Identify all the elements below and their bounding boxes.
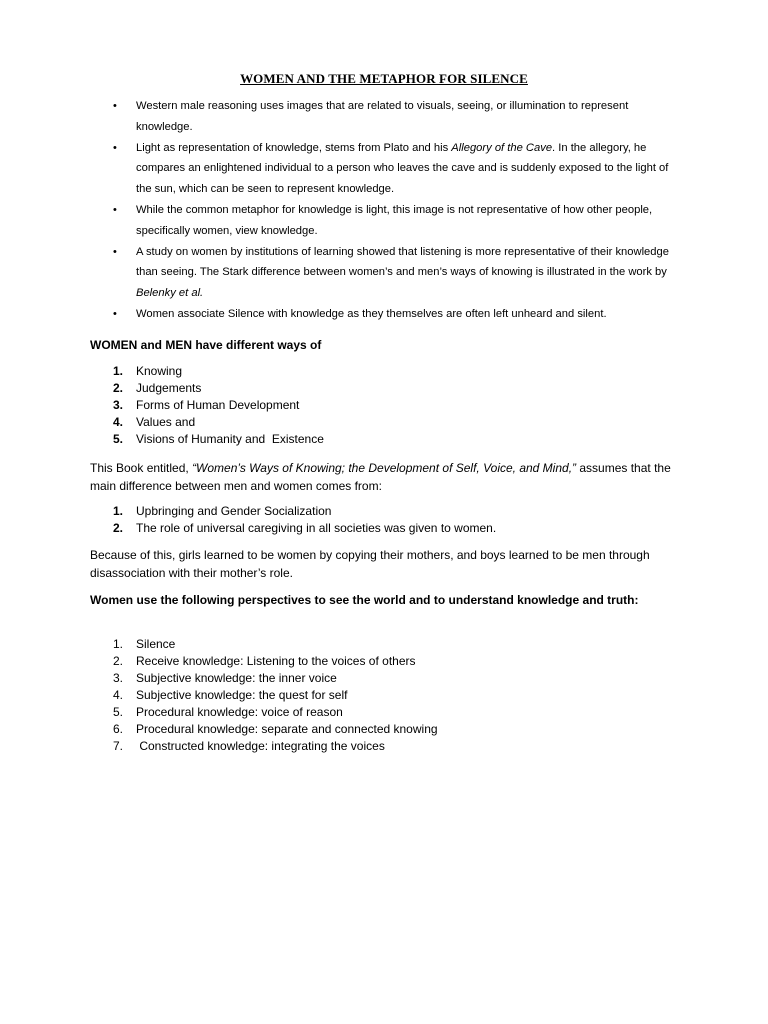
list-label: Upbringing and Gender Socialization [136, 504, 332, 518]
bullet-icon: • [113, 203, 117, 216]
list-label: Values and [136, 415, 196, 429]
bullet-icon: • [113, 141, 117, 154]
list-number: 1. [113, 364, 124, 378]
perspectives-list-item [0, 721, 768, 738]
heading-ways: WOMEN and MEN have different ways of [90, 338, 322, 352]
list-label: Subjective knowledge: the quest for self [136, 688, 348, 702]
ways-list-item [0, 397, 768, 414]
bullet-text: Light as representation of knowledge, stems from Plato and his [136, 141, 452, 154]
list-label: Constructed knowledge: integrating the voices [136, 739, 385, 753]
italic-reference: Belenky et al. [136, 286, 204, 299]
list-label: Knowing [136, 364, 183, 378]
list-number: 6. [113, 722, 124, 736]
list-number: 7. [113, 739, 124, 753]
bullet-text: While the common metaphor for knowledge is light, this image is not representative of how other people, specifically women, view knowledge. [136, 203, 653, 237]
bullet-item [0, 304, 768, 325]
ways-list-item [0, 431, 768, 448]
list-number: 4. [113, 688, 124, 702]
list-number: 2. [113, 654, 124, 668]
list-label: Visions of Humanity and Existence [136, 432, 324, 446]
list-label: Judgements [136, 381, 202, 395]
perspectives-list-item [0, 653, 768, 670]
heading-perspectives: Women use the following perspectives to see the world and to understand knowledge and truth: [90, 593, 639, 607]
perspectives-list-item [0, 738, 768, 755]
document-title: WOMEN AND THE METAPHOR FOR SILENCE [240, 71, 528, 86]
list-label: Procedural knowledge: voice of reason [136, 705, 343, 719]
italic-reference: Allegory of the Cave [451, 141, 553, 154]
book-paragraph-after: assumes that the main difference between men and women comes from: [90, 461, 671, 493]
perspectives-list [0, 636, 768, 755]
because-paragraph: Because of this, girls learned to be women by copying their mothers, and boys learned to be men through disassociation with their mother’s role. [90, 548, 650, 580]
list-label: The role of universal caregiving in all societies was given to women. [136, 521, 497, 535]
perspectives-list-item [0, 704, 768, 721]
causes-list-item [0, 503, 768, 520]
ways-list [0, 363, 768, 448]
causes-list-item [0, 520, 768, 537]
bullet-list [0, 96, 768, 325]
list-label: Receive knowledge: Listening to the voices of others [136, 654, 416, 668]
list-number: 1. [113, 504, 124, 518]
causes-list [0, 503, 768, 537]
bullet-text: . In the allegory, he compares an enlightened individual to a person who leaves the cave and is suddenly exposed to the light of the sun, which can be seen to represent knowledge. [136, 141, 669, 195]
book-paragraph-before: This Book entitled, [90, 461, 193, 475]
perspectives-list-item [0, 687, 768, 704]
bullet-text: Western male reasoning uses images that are related to visuals, seeing, or illumination to represent knowledge. [136, 100, 629, 133]
list-number: 2. [113, 381, 124, 395]
bullet-item [0, 138, 768, 200]
perspectives-list-item [0, 636, 768, 653]
list-number: 3. [113, 398, 124, 412]
list-number: 3. [113, 671, 124, 685]
bullet-text: Women associate Silence with knowledge as they themselves are often left unheard and silent. [136, 307, 607, 320]
list-number: 5. [113, 432, 124, 446]
list-number: 1. [113, 637, 124, 651]
list-number: 5. [113, 705, 124, 719]
bullet-icon: • [113, 307, 117, 320]
list-label: Procedural knowledge: separate and connected knowing [136, 722, 438, 736]
bullet-item [0, 242, 768, 304]
list-number: 2. [113, 521, 124, 535]
book-title: “Women’s Ways of Knowing; the Development of Self, Voice, and Mind,” [192, 461, 577, 475]
bullet-text: A study on women by institutions of learning showed that listening is more representative of their knowledge than seeing. The Stark difference between women’s and men’s ways of knowing is illustrated in the work by [136, 245, 669, 279]
list-label: Subjective knowledge: the inner voice [136, 671, 337, 685]
bullet-item [0, 200, 768, 241]
book-paragraph [90, 460, 680, 495]
bullet-item [0, 96, 768, 137]
bullet-icon: • [113, 245, 117, 258]
ways-list-item [0, 363, 768, 380]
bullet-icon: • [113, 100, 117, 112]
list-label: Silence [136, 637, 176, 651]
perspectives-list-item [0, 670, 768, 687]
ways-list-item [0, 414, 768, 431]
list-number: 4. [113, 415, 124, 429]
ways-list-item [0, 380, 768, 397]
list-label: Forms of Human Development [136, 398, 300, 412]
